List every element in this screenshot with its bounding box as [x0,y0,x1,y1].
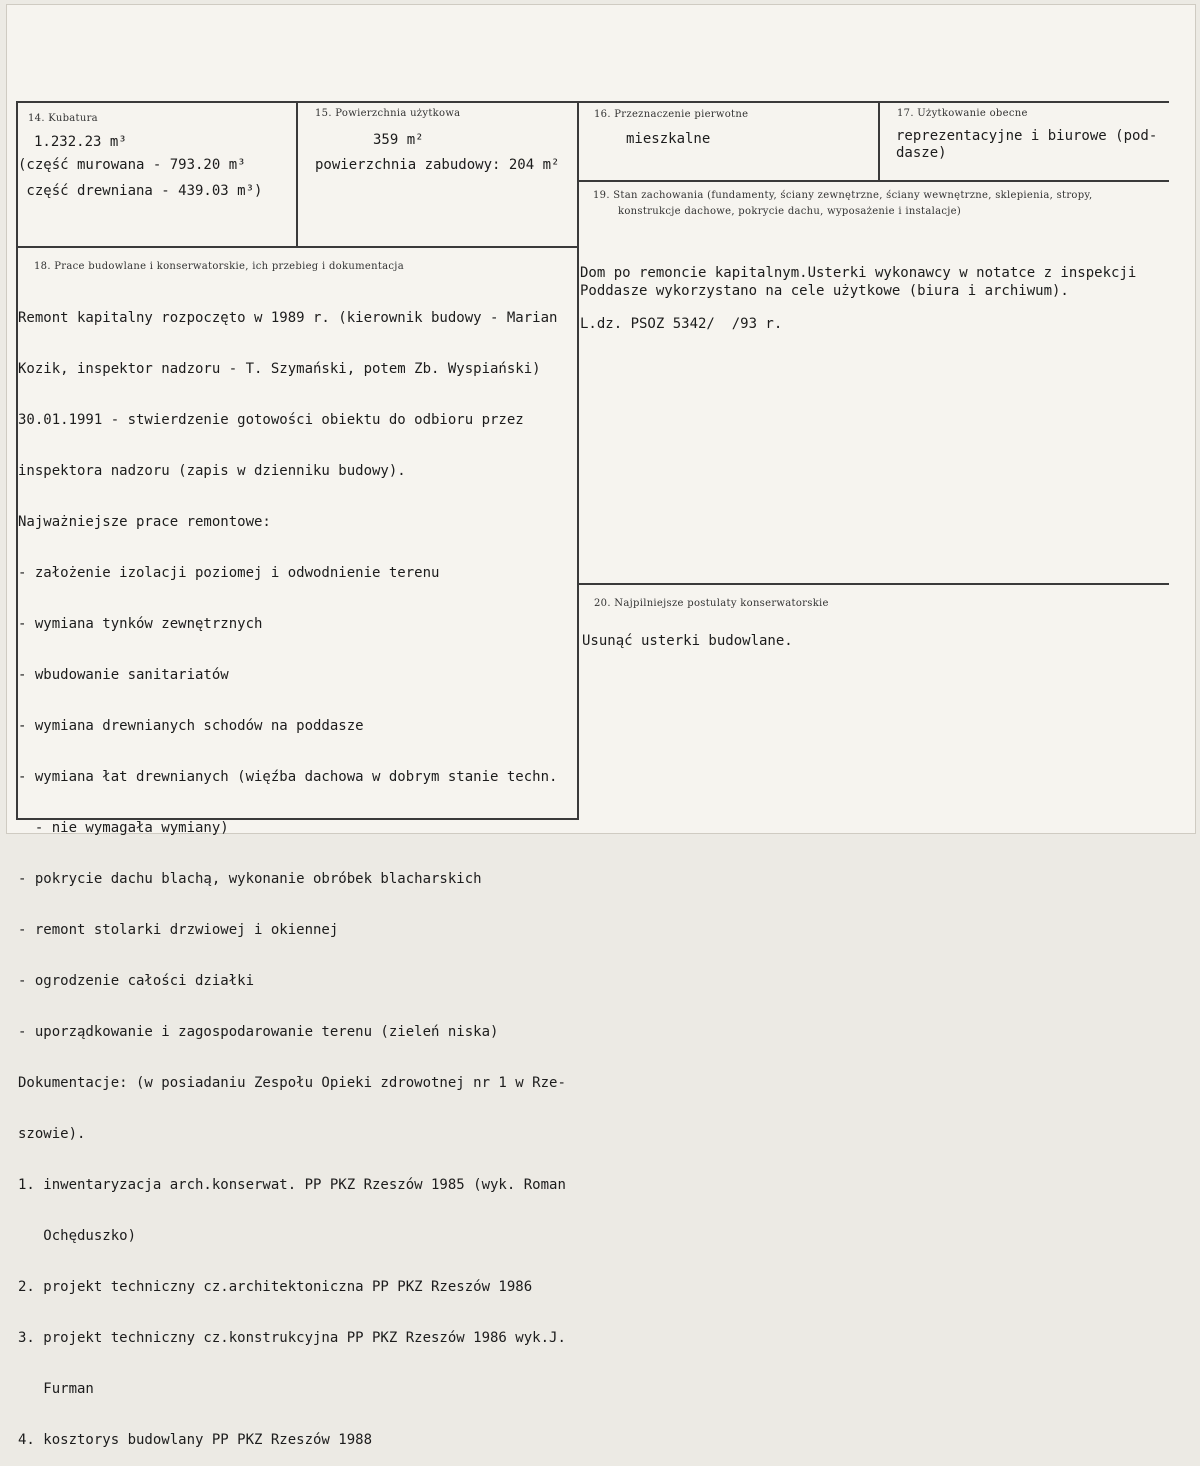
col-divider-16-17 [878,101,880,181]
field18-line: 30.01.1991 - stwierdzenie gotowości obiektu do odbioru przez [18,412,524,428]
field18-text [18,276,566,1466]
field14-breakdown [18,157,262,200]
field19-attic-note: Poddasze wykorzystano na cele użytkowe (biura i archiwum). [580,283,1069,299]
field15-value: 359 m² [373,132,424,148]
field18-line: Najważniejsze prace remontowe: [18,514,271,530]
field18-line: - wymiana łat drewnianych (więźba dachowa w dobrym stanie techn. [18,769,558,785]
field18-line: - remont stolarki drzwiowej i okiennej [18,922,339,938]
field16-label: 16. Przeznaczenie pierwotne [594,109,749,120]
field18-line: 2. projekt techniczny cz.architektoniczna PP PKZ Rzeszów 1986 [18,1279,533,1295]
field19-line: L.dz. PSOZ 5342/ /93 r. [580,316,783,332]
field18-line: Dokumentacje: (w posiadaniu Zespołu Opieki zdrowotnej nr 1 w Rze- [18,1075,566,1091]
field19-label: 19. Stan zachowania (fundamenty, ściany zewnętrzne, ściany wewnętrzne, sklepienia, stropy, [593,190,1093,201]
field17-label: 17. Użytkowanie obecne [897,108,1028,119]
field20-value: Usunąć usterki budowlane. [582,633,793,649]
field18-line: Kozik, inspektor nadzoru - T. Szymański, potem Zb. Wyspiański) [18,361,541,377]
field18-line: 3. projekt techniczny cz.konstrukcyjna PP PKZ Rzeszów 1986 wyk.J. [18,1330,566,1346]
field18-line: - nie wymagała wymiany) [18,820,229,836]
field18-line: - założenie izolacji poziomej i odwodnienie terenu [18,565,440,581]
field14-line: (część murowana - 793.20 m³ [18,157,246,173]
field18-line: - wbudowanie sanitariatów [18,667,229,683]
col-divider-main [577,101,579,820]
field18-line: - uporządkowanie i zagospodarowanie terenu (zieleń niska) [18,1024,499,1040]
field18-line: 1. inwentaryzacja arch.konserwat. PP PKZ Rzeszów 1985 (wyk. Roman [18,1177,566,1193]
field17-line: reprezentacyjne i biurowe (pod- [896,128,1158,144]
field18-line: - wymiana tynków zewnętrznych [18,616,263,632]
field19-line: Dom po remoncie kapitalnym.Usterki wykonawcy w notatce z inspekcji [580,265,1137,281]
field19-label-cont: konstrukcje dachowe, pokrycie dachu, wyposażenie i instalacje) [618,206,962,217]
col-divider-14-15 [296,101,298,248]
field14-value: 1.232.23 m³ [34,134,127,150]
field18-line: - ogrodzenie całości działki [18,973,255,989]
field15-built-area: powierzchnia zabudowy: 204 m² [315,157,560,173]
field18-line: - pokrycie dachu blachą, wykonanie obróbek blacharskich [18,871,482,887]
top-rule [16,101,1169,103]
field14-label: 14. Kubatura [28,113,98,124]
field18-line: 4. kosztorys budowlany PP PKZ Rzeszów 1988 [18,1432,373,1448]
field20-divider [578,583,1169,585]
field15-label: 15. Powierzchnia użytkowa [315,108,461,119]
row-divider-right [578,180,1169,182]
field18-line: szowie). [18,1126,86,1142]
field20-label: 20. Najpilniejsze postulaty konserwatorskie [594,598,829,609]
field16-value: mieszkalne [626,131,711,147]
field18-line: inspektora nadzoru (zapis w dzienniku budowy). [18,463,406,479]
field18-line: Ochęduszko) [18,1228,137,1244]
field18-line: Remont kapitalny rozpoczęto w 1989 r. (kierownik budowy - Marian [18,310,558,326]
field17-line: dasze) [896,145,947,161]
field17-value [896,128,1157,162]
field18-line: Furman [18,1381,94,1397]
field14-line: część drewniana - 439.03 m³) [18,183,263,199]
field18-line: - wymiana drewnianych schodów na poddasze [18,718,364,734]
field18-label: 18. Prace budowlane i konserwatorskie, ich przebieg i dokumentacja [34,261,404,272]
